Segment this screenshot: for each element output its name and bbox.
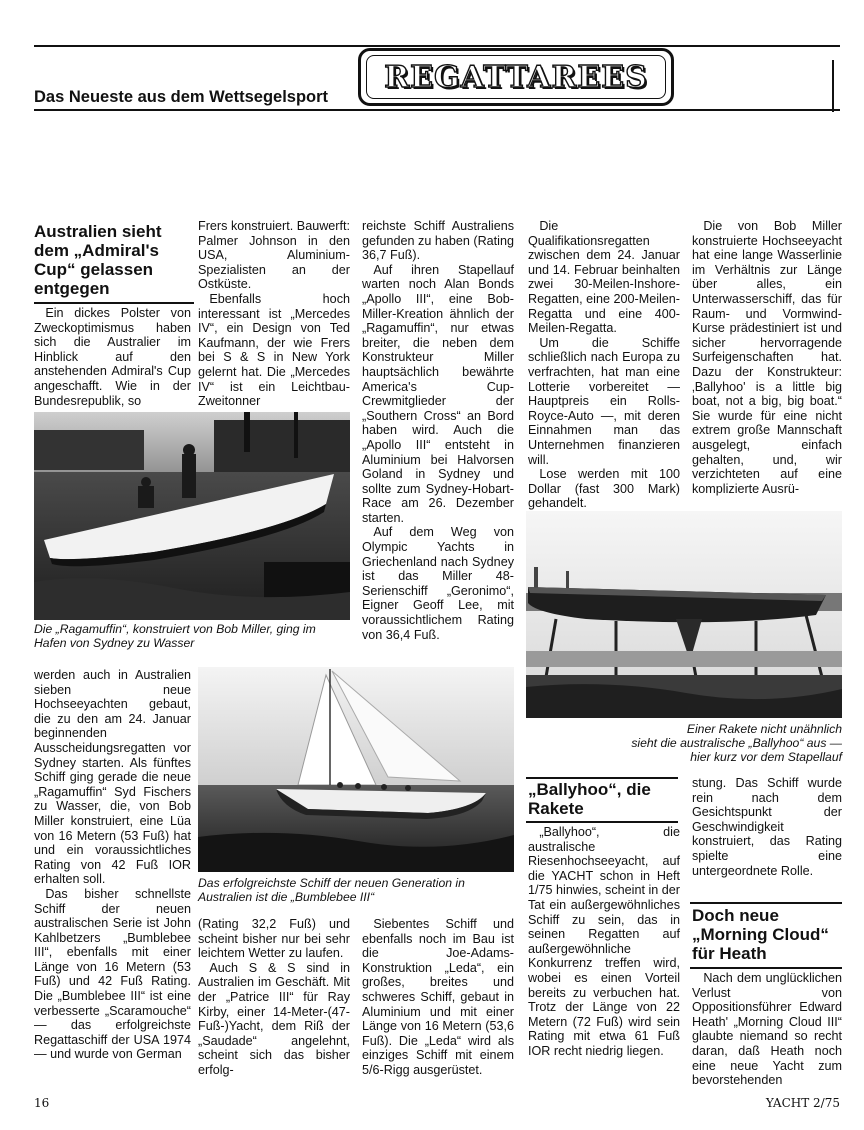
paragraph: stung. Das Schiff wurde rein nach dem Gesichtspunkt der Geschwindigkeit konstruiert, das Rating spielte eine untergeordnete Rolle.	[692, 776, 842, 878]
article1-col2-bottom	[198, 917, 350, 1078]
article3-col5	[692, 971, 842, 1088]
article-headline-admirals-cup: Australien sieht dem „Admiral's Cup“ gelassen entgegen	[34, 222, 162, 298]
ballyhoo-top-rule	[526, 777, 678, 779]
paragraph: Frers konstruiert. Bauwerft: Palmer Johnson in den USA, Aluminium-Spezialisten an der Ostküste.	[198, 219, 350, 292]
right-edge-rule	[832, 60, 834, 112]
paragraph: Ebenfalls hoch interessant ist „Mercedes IV“, ein Design von Ted Kaufmann, der wie Frers bei S & S in New York gelernt hat. Die „Mercedes IV“ ist ein Leichtbau-Zweitonner	[198, 291, 350, 409]
paragraph: Nach dem unglücklichen Verlust von Oppositionsführer Edward Heath' „Morning Cloud III“ glaubte niemand so recht daran, daß Heath noch eine neue Yacht zum bevorstehenden	[692, 971, 842, 1088]
page-number: 16	[34, 1096, 50, 1110]
photo-ragamuffin	[34, 412, 350, 620]
article-headline-morning-cloud: Doch neue „Morning Cloud“ für Heath	[692, 906, 829, 963]
article2-col4	[528, 825, 680, 1059]
paragraph: Lose werden mit 100 Dollar (fast 300 Mark) gehandelt.	[528, 467, 680, 511]
subtitle-rule	[34, 109, 840, 111]
article1-col3-top	[362, 219, 514, 642]
ballyhoo-illustration	[526, 511, 842, 718]
article1-col4-top	[528, 219, 680, 511]
paragraph: Auf ihren Stapellauf warten noch Alan Bonds „Apollo III“, eine Bob-Miller-Kreation ähnlich der „Ragamuffin“, nur etwas breiter, die neben dem Konstrukteur Miller hauptsächlich bewährte America's Cup-Crewmitglieder der „Southern Cross“ an Bord haben wird. Auch die „Apollo III“ entsteht in Aluminium bei Halvorsen Goland in Sydney und sollte zum Sydney-Hobart-Race am 26. Dezember starten.	[362, 262, 514, 525]
article1-col1-bottom	[34, 668, 191, 1062]
paragraph: (Rating 32,2 Fuß) und scheint bisher nur bei sehr leichtem Wetter zu laufen.	[198, 917, 350, 961]
paragraph: Ein dickes Polster von Zweckoptimismus haben sich die Australier im Hinblick auf den anstehenden Admiral's Cup angeschafft. Wie in der Bundesrepublik, so	[34, 306, 191, 408]
paragraph: Das bisher schnellste Schiff der neuen australischen Serie ist John Kahlbetzers „Bumblebee III“, ebenfalls mit einer Länge von 16 Metern (53 Fuß) und 42 Fuß Rating. Die „Bumblebee III“ ist eine verbesserte „Scaramouche“ — das erfolgreichste Regattaschiff der USA 1974 — und wurde von German	[34, 886, 191, 1062]
paragraph: Auf dem Weg von Olympic Yachts in Griechenland nach Sydney ist das Miller 48-Serienschiff „Geronimo“, Eigner Geoff Lee, mit voraussichtlichem Rating von 36,4 Fuß.	[362, 525, 514, 642]
section-logo	[358, 48, 674, 106]
morning-cloud-headline-rule	[690, 967, 842, 969]
section-subtitle: Das Neueste aus dem Wettsegelsport	[34, 88, 329, 106]
caption-ballyhoo: Einer Rakete nicht unähnlich sieht die australische „Ballyhoo“ aus — hier kurz vor dem Stapellauf	[631, 722, 842, 764]
paragraph: Die von Bob Miller konstruierte Hochseeyacht hat eine lange Wasserlinie im Verhältnis zur Länge über alles, ein Unterwasserschiff, das für Raum- und Vormwind-Kurse prädestiniert ist und sicher hervorragende Surfeigenschaften hat. Dazu der Konstrukteur: ‚Ballyhoo' is a little big boat, not a big, big boat.“ Sie wurde für eine nicht extrem große Mannschaft ausgelegt, einfach gehalten, und, wir verzichteten auf eine komplizierte Ausrü-	[692, 219, 842, 496]
headline-rule	[34, 302, 194, 304]
issue-label: YACHT 2/75	[765, 1096, 840, 1110]
paragraph: Um die Schiffe schließlich nach Europa zu verfrachten, hat man eine Lotterie vorbereitet — Hauptpreis ein Rolls-Royce-Auto —, mit deren Einnahmen man das Unternehmen finanzieren will.	[528, 335, 680, 467]
caption-bumblebee: Das erfolgreichste Schiff der neuen Generation in Australien ist die „Bumblebee III“	[198, 876, 465, 904]
paragraph: reichste Schiff Australiens gefunden zu haben (Rating 36,7 Fuß).	[362, 219, 514, 263]
paragraph: werden auch in Australien sieben neue Hochseeyachten gebaut, die zu den am 24. Januar beginnenden Ausscheidungsregatten vor Sydney starten. Als fünftes Schiff ging gerade die neue „Ragamuffin“ Syd Fischers zu Wasser, die, von Bob Miller konstruiert, eine Lüa von 16 Metern (53 Fuß) hat und ein voraussichtliches Rating von 42 Fuß IOR erhalten soll.	[34, 668, 191, 887]
article1-col5-top	[692, 219, 842, 496]
paragraph: Siebentes Schiff und ebenfalls noch im Bau ist die Joe-Adams-Konstruktion „Leda“, ein großes, breites und schweres Schiff, gebaut in Aluminium und mit einer Länge von 16 Metern (53,6 Fuß). Die „Leda“ wird als einziges Schiff mit einem 5/6-Rigg ausgerüstet.	[362, 917, 514, 1077]
article2-col5	[692, 776, 842, 878]
paragraph: Die Qualifikationsregatten zwischen dem 24. Januar und 14. Februar beinhalten zwei 30-Meilen-Inshore-Regatten, eine 200-Meilen-Regatta und eine 400-Meilen-Regatta.	[528, 219, 680, 336]
ballyhoo-headline-rule	[526, 821, 678, 823]
photo-ballyhoo	[526, 511, 842, 718]
section-logo-text: REGATTAREES	[366, 55, 666, 99]
article-headline-ballyhoo: „Ballyhoo“, die Rakete	[528, 780, 651, 818]
morning-cloud-top-rule	[690, 902, 842, 904]
photo-bumblebee	[198, 667, 514, 872]
article1-col1-top	[34, 306, 191, 408]
paragraph: Auch S & S sind in Australien im Geschäft. Mit der „Patrice III“ für Ray Kirby, einer 14-Meter-(47-Fuß-)Yacht, dem Riß der „Saudade“ angelehnt, scheint sich das bisher erfolg-	[198, 960, 350, 1077]
article1-col2-top	[198, 219, 350, 409]
ragamuffin-illustration	[34, 412, 350, 620]
caption-ragamuffin: Die „Ragamuffin“, konstruiert von Bob Miller, ging im Hafen von Sydney zu Wasser	[34, 622, 316, 650]
paragraph: „Ballyhoo“, die australische Riesenhochseeyacht, auf die YACHT schon in Heft 1/75 hinwies, scheint in der Tat ein außergewöhnliches Schiff zu sein, das in seinen Regatten auf außergewöhnliche Konkurrenz treffen wird, wobei es einen Vorteil bereits zu verbuchen hat. Trotz der Länge von 22 Metern (72 Fuß) wird sein Rating mit etwa 61 Fuß IOR recht niedrig liegen.	[528, 825, 680, 1058]
bumblebee-illustration	[198, 667, 514, 872]
top-rule	[34, 45, 840, 47]
article1-col3-bottom	[362, 917, 514, 1078]
